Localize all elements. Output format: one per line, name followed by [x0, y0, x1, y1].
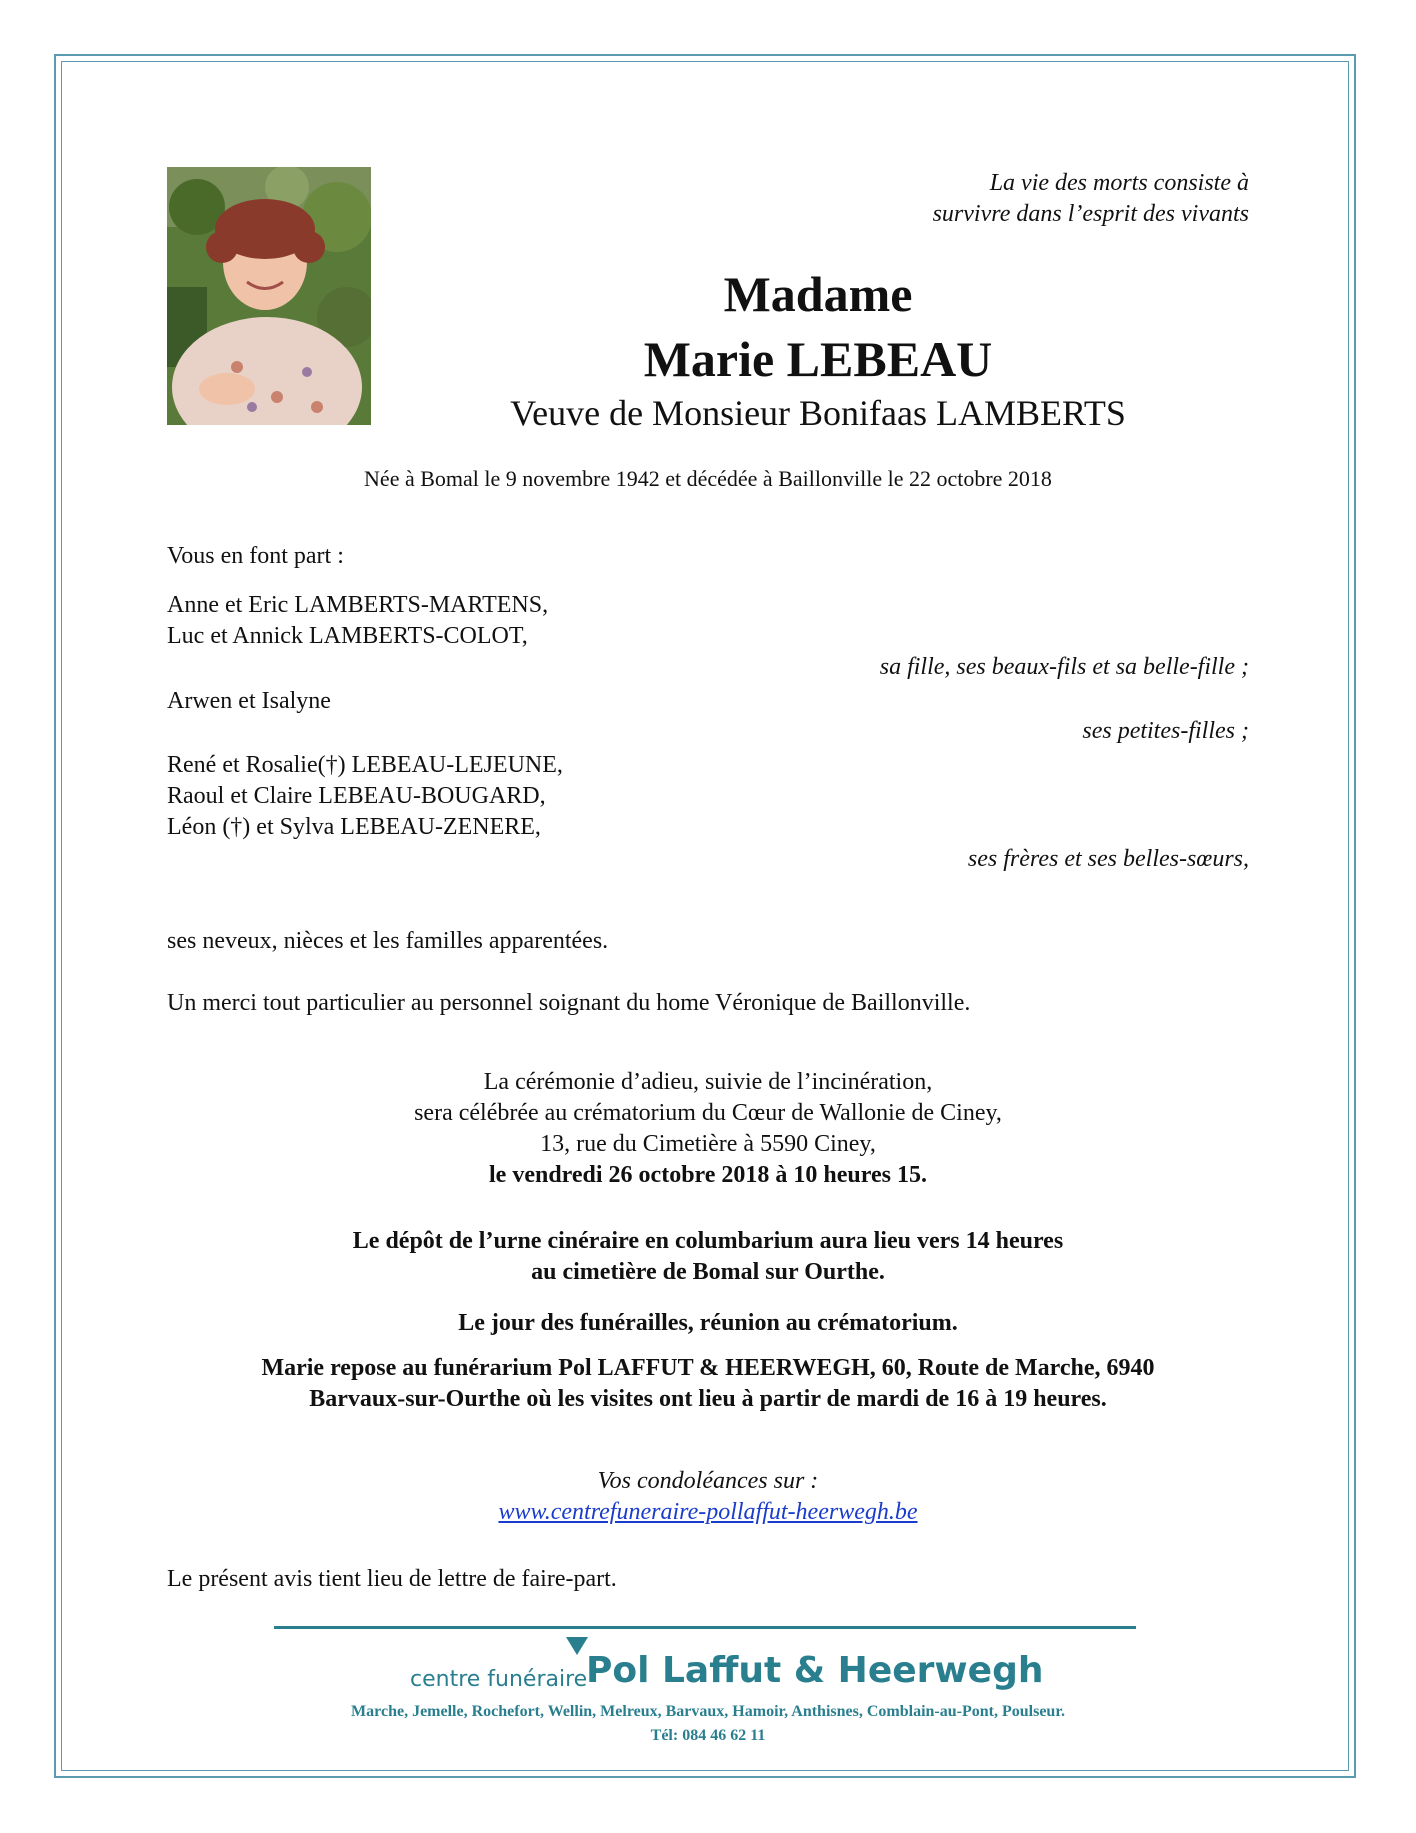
widow-of: Veuve de Monsieur Bonifaas LAMBERTS: [510, 393, 1126, 433]
ceremony-line-3: 13, rue du Cimetière à 5590 Ciney,: [540, 1131, 876, 1157]
footer-rule: [274, 1626, 1136, 1629]
siblings-relation: ses frères et ses belles-sœurs,: [967, 846, 1249, 872]
urn-line-1: Le dépôt de l’urne cinéraire en columbarium aura lieu vers 14 heures: [352, 1228, 1064, 1254]
children-line-1: Anne et Eric LAMBERTS-MARTENS,: [167, 592, 549, 618]
visits-line-2: Barvaux-sur-Ourthe où les visites ont lieu à partir de mardi de 16 à 19 heures.: [309, 1386, 1107, 1412]
birth-death-line: Née à Bomal le 9 novembre 1942 et décédée à Baillonville le 22 octobre 2018: [364, 466, 1052, 491]
quote-line-1: La vie des morts consiste à: [989, 170, 1249, 196]
logo-small-text: centre funéraire: [410, 1667, 588, 1692]
logo-company-name: Pol Laffut & Heerwegh: [586, 1650, 1044, 1691]
ceremony-date: le vendredi 26 octobre 2018 à 10 heures 15.: [489, 1162, 927, 1188]
visits-line-1: Marie repose au funérarium Pol LAFFUT & HEERWEGH, 60, Route de Marche, 6940: [261, 1355, 1155, 1381]
urn-block: [0, 1226, 1416, 1288]
other-relatives: ses neveux, nièces et les familles apparentées.: [167, 928, 609, 954]
children-relation: sa fille, ses beaux-fils et sa belle-fille ;: [879, 654, 1249, 680]
ceremony-line-2: sera célébrée au crématorium du Cœur de Wallonie de Ciney,: [414, 1100, 1002, 1126]
children-line-2: Luc et Annick LAMBERTS-COLOT,: [167, 623, 528, 649]
closing-line: Le présent avis tient lieu de lettre de faire-part.: [167, 1566, 617, 1592]
ceremony-block: [0, 1067, 1416, 1191]
thanks-line: Un merci tout particulier au personnel soignant du home Véronique de Baillonville.: [167, 990, 971, 1016]
condolences-link[interactable]: www.centrefuneraire-pollaffut-heerwegh.be: [498, 1499, 918, 1525]
grandchildren: Arwen et Isalyne: [167, 688, 331, 714]
reunion-line: Le jour des funérailles, réunion au crématorium.: [458, 1310, 958, 1336]
deceased-name: Marie LEBEAU: [643, 331, 993, 387]
logo-triangle-icon: [566, 1637, 588, 1655]
epitaph-quote: [933, 168, 1249, 230]
announcement-intro: Vous en font part :: [167, 543, 344, 569]
children-list: [167, 590, 548, 652]
urn-line-2: au cimetière de Bomal sur Ourthe.: [531, 1259, 885, 1285]
visits-block: [0, 1353, 1416, 1415]
ceremony-line-1: La cérémonie d’adieu, suivie de l’incinération,: [483, 1069, 933, 1095]
siblings-line-1: René et Rosalie(†) LEBEAU-LEJEUNE,: [167, 752, 563, 778]
condolences-label: Vos condoléances sur :: [597, 1468, 819, 1494]
siblings-line-2: Raoul et Claire LEBEAU-BOUGARD,: [167, 783, 546, 809]
logo-telephone: Tél: 084 46 62 11: [650, 1727, 766, 1744]
siblings-line-3: Léon (†) et Sylva LEBEAU-ZENERE,: [167, 814, 541, 840]
grandchildren-relation: ses petites-filles ;: [1082, 718, 1249, 744]
logo-towns: Marche, Jemelle, Rochefort, Wellin, Melreux, Barvaux, Hamoir, Anthisnes, Comblain-au-Pont, Poulseur.: [351, 1703, 1065, 1720]
honorific: Madame: [723, 266, 913, 322]
siblings-list: [167, 750, 563, 843]
quote-line-2: survivre dans l’esprit des vivants: [932, 201, 1249, 227]
